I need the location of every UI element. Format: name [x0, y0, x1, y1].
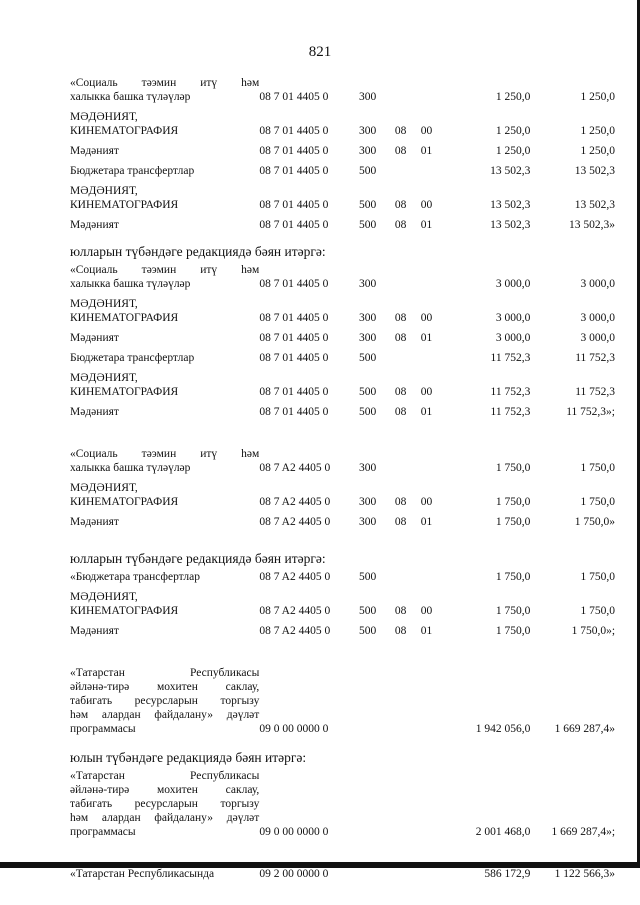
row-code: 08 7 01 4405 0 — [259, 386, 329, 398]
row-amount-2: 1 250,0 — [580, 125, 616, 137]
row-code: 08 7 01 4405 0 — [259, 165, 329, 177]
row-name — [70, 351, 259, 365]
table-row — [70, 447, 615, 475]
row-code: 09 2 00 0000 0 — [259, 868, 329, 880]
row-name — [70, 371, 259, 399]
row-amount-1: 13 502,3 — [490, 165, 531, 177]
row-name-line: Мәдәният — [70, 516, 119, 528]
table-row — [70, 590, 615, 618]
row-name-line: «Социаль тәэмин итү һәм — [70, 264, 260, 276]
scan-border-bottom — [0, 862, 640, 868]
row-subsection: 00 — [420, 125, 433, 137]
row-section: 08 — [394, 125, 407, 137]
instruction-heading: юлларын түбәндәге редакциядә бәян итәргә: — [70, 244, 326, 259]
table-row — [70, 769, 615, 839]
row-amount-2: 1 669 287,4» — [554, 723, 616, 735]
row-subsection: 00 — [420, 605, 433, 617]
row-name-line: табигать ресурсларын торгызу — [70, 798, 260, 810]
row-subsection: 00 — [420, 199, 433, 211]
row-amount-2: 11 752,3 — [575, 352, 616, 364]
row-amount-1: 1 750,0 — [495, 605, 531, 617]
row-expense-type: 500 — [358, 352, 377, 364]
row-name-line: КИНЕМАТОГРАФИЯ — [70, 199, 179, 211]
table-row — [70, 371, 615, 399]
row-expense-type: 500 — [358, 625, 377, 637]
row-code: 08 7 01 4405 0 — [259, 145, 329, 157]
row-name-line: халыкка башка түләүләр — [70, 462, 191, 474]
document-body — [70, 76, 615, 887]
row-expense-type: 300 — [358, 278, 377, 290]
row-amount-2: 13 502,3 — [574, 199, 616, 211]
row-code: 08 7 A2 4405 0 — [259, 625, 331, 637]
row-section: 08 — [394, 219, 407, 231]
table-row — [70, 624, 615, 638]
row-name-line: КИНЕМАТОГРАФИЯ — [70, 386, 179, 398]
row-amount-1: 3 000,0 — [495, 312, 531, 324]
row-amount-2: 13 502,3 — [574, 165, 616, 177]
table-row — [70, 76, 615, 104]
row-amount-2: 1 750,0 — [580, 496, 616, 508]
row-name-line: «Социаль тәэмин итү һәм — [70, 77, 260, 89]
row-name-line: МӘДӘНИЯТ, — [70, 185, 138, 197]
row-code: 08 7 01 4405 0 — [259, 332, 329, 344]
page-number: 821 — [308, 44, 332, 60]
row-name-line: Мәдәният — [70, 145, 119, 157]
row-code: 08 7 A2 4405 0 — [259, 516, 331, 528]
row-amount-1: 11 752,3 — [490, 386, 531, 398]
row-amount-1: 1 250,0 — [495, 145, 531, 157]
row-amount-2: 1 750,0 — [580, 571, 616, 583]
row-amount-1: 11 752,3 — [490, 352, 531, 364]
row-amount-1: 1 750,0 — [495, 571, 531, 583]
row-code: 08 7 01 4405 0 — [259, 312, 329, 324]
row-name — [70, 76, 259, 104]
row-name-line: әйләнә-тирә мохитен саклау, — [70, 681, 260, 693]
row-expense-type: 500 — [358, 571, 377, 583]
row-amount-2: 1 250,0 — [580, 145, 616, 157]
table-block — [70, 76, 615, 232]
row-amount-1: 1 750,0 — [495, 462, 531, 474]
row-expense-type: 300 — [358, 332, 377, 344]
table-row — [70, 515, 615, 529]
row-subsection: 00 — [420, 386, 433, 398]
row-amount-1: 1 942 056,0 — [475, 723, 531, 735]
row-name — [70, 447, 259, 475]
row-name — [70, 184, 259, 212]
table-row — [70, 110, 615, 138]
instruction-heading: юлларын түбәндәге редакциядә бәян итәргә: — [70, 551, 326, 566]
row-name-line: халыкка башка түләүләр — [70, 278, 191, 290]
row-name-line: халыкка башка түләүләр — [70, 91, 191, 103]
table-block — [70, 666, 615, 736]
row-name — [70, 515, 259, 529]
row-subsection: 01 — [420, 625, 433, 637]
row-name — [70, 666, 259, 736]
row-amount-1: 586 172,9 — [484, 868, 531, 880]
row-name-line: әйләнә-тирә мохитен саклау, — [70, 784, 260, 796]
row-section: 08 — [394, 605, 407, 617]
row-subsection: 01 — [420, 516, 433, 528]
row-expense-type: 500 — [358, 386, 377, 398]
row-name-line: МӘДӘНИЯТ, — [70, 111, 138, 123]
row-amount-2: 3 000,0 — [580, 332, 616, 344]
table-row — [70, 164, 615, 178]
row-amount-1: 13 502,3 — [490, 219, 531, 231]
row-amount-2: 1 669 287,4»; — [551, 826, 616, 838]
row-name-line: КИНЕМАТОГРАФИЯ — [70, 605, 179, 617]
row-code: 08 7 01 4405 0 — [259, 219, 329, 231]
row-subsection: 01 — [420, 145, 433, 157]
row-name-line: «Бюджетара трансфертлар — [70, 571, 201, 583]
row-section: 08 — [394, 625, 407, 637]
row-section: 08 — [394, 496, 407, 508]
row-name — [70, 481, 259, 509]
row-name-line: Мәдәният — [70, 332, 119, 344]
row-amount-2: 3 000,0 — [580, 278, 616, 290]
row-name — [70, 769, 259, 839]
table-row — [70, 570, 615, 584]
row-name — [70, 110, 259, 138]
row-name-line: Бюджетара трансфертлар — [70, 352, 195, 364]
row-amount-1: 1 250,0 — [495, 125, 531, 137]
row-name — [70, 144, 259, 158]
row-name — [70, 218, 259, 232]
row-subsection: 01 — [420, 219, 433, 231]
row-code: 08 7 A2 4405 0 — [259, 462, 331, 474]
row-expense-type: 500 — [358, 605, 377, 617]
table-row — [70, 867, 615, 881]
row-name — [70, 164, 259, 178]
row-code: 08 7 01 4405 0 — [259, 125, 329, 137]
row-amount-2: 1 750,0 — [580, 462, 616, 474]
row-name-line: «Татарстан Республикасы — [70, 770, 260, 782]
row-name-line: табигать ресурсларын торгызу — [70, 695, 260, 707]
row-expense-type: 300 — [358, 312, 377, 324]
row-name-line: Бюджетара трансфертлар — [70, 165, 195, 177]
row-code: 08 7 01 4405 0 — [259, 352, 329, 364]
row-amount-2: 3 000,0 — [580, 312, 616, 324]
row-code: 09 0 00 0000 0 — [259, 723, 329, 735]
row-expense-type: 300 — [358, 462, 377, 474]
row-name-line: «Татарстан Республикасында — [70, 868, 215, 880]
row-amount-1: 13 502,3 — [490, 199, 531, 211]
row-name-line: МӘДӘНИЯТ, — [70, 591, 138, 603]
row-expense-type: 500 — [358, 199, 377, 211]
row-amount-1: 1 750,0 — [495, 496, 531, 508]
row-amount-1: 3 000,0 — [495, 278, 531, 290]
row-name-line: МӘДӘНИЯТ, — [70, 372, 138, 384]
table-row — [70, 351, 615, 365]
row-amount-1: 3 000,0 — [495, 332, 531, 344]
table-row — [70, 144, 615, 158]
row-amount-1: 1 750,0 — [495, 625, 531, 637]
row-code: 08 7 A2 4405 0 — [259, 496, 331, 508]
table-row — [70, 184, 615, 212]
table-row — [70, 405, 615, 419]
row-expense-type: 300 — [358, 516, 377, 528]
row-name-line: Мәдәният — [70, 406, 119, 418]
row-section: 08 — [394, 406, 407, 418]
row-amount-2: 1 122 566,3» — [554, 868, 616, 880]
row-name-line: программасы — [70, 826, 136, 838]
row-expense-type: 300 — [358, 145, 377, 157]
table-block — [70, 867, 615, 881]
row-section: 08 — [394, 199, 407, 211]
row-name-line: Мәдәният — [70, 625, 119, 637]
row-subsection: 00 — [420, 312, 433, 324]
row-name-line: һәм алардан файдалану» дәүләт — [70, 709, 260, 721]
row-name-line: КИНЕМАТОГРАФИЯ — [70, 125, 179, 137]
row-name-line: МӘДӘНИЯТ, — [70, 482, 138, 494]
row-code: 08 7 01 4405 0 — [259, 278, 329, 290]
row-amount-2: 1 750,0»; — [571, 625, 616, 637]
row-amount-1: 2 001 468,0 — [475, 826, 531, 838]
row-expense-type: 500 — [358, 219, 377, 231]
spacer — [70, 644, 615, 666]
row-amount-2: 13 502,3» — [569, 219, 616, 231]
row-code: 08 7 01 4405 0 — [259, 199, 329, 211]
table-row — [70, 666, 615, 736]
row-name-line: программасы — [70, 723, 136, 735]
row-name — [70, 263, 259, 291]
row-subsection: 00 — [420, 496, 433, 508]
row-name-line: «Социаль тәэмин итү һәм — [70, 448, 260, 460]
row-name — [70, 331, 259, 345]
row-name-line: «Татарстан Республикасы — [70, 667, 260, 679]
row-code: 08 7 A2 4405 0 — [259, 571, 331, 583]
row-name-line: Мәдәният — [70, 219, 119, 231]
row-amount-1: 1 750,0 — [495, 516, 531, 528]
row-section: 08 — [394, 516, 407, 528]
row-amount-1: 1 250,0 — [495, 91, 531, 103]
row-amount-2: 1 750,0 — [580, 605, 616, 617]
instruction-heading: юлын түбәндәге редакциядә бәян итәргә: — [70, 750, 307, 765]
row-amount-2: 1 250,0 — [580, 91, 616, 103]
table-block — [70, 570, 615, 638]
table-block — [70, 769, 615, 839]
row-amount-1: 11 752,3 — [490, 406, 531, 418]
row-code: 08 7 01 4405 0 — [259, 406, 329, 418]
row-name-line: КИНЕМАТОГРАФИЯ — [70, 496, 179, 508]
row-expense-type: 300 — [358, 125, 377, 137]
row-name — [70, 405, 259, 419]
row-name-line: МӘДӘНИЯТ, — [70, 298, 138, 310]
row-expense-type: 300 — [358, 496, 377, 508]
table-block — [70, 263, 615, 419]
row-subsection: 01 — [420, 332, 433, 344]
row-name — [70, 570, 259, 584]
row-name-line: һәм алардан файдалану» дәүләт — [70, 812, 260, 824]
row-expense-type: 500 — [358, 165, 377, 177]
table-row — [70, 331, 615, 345]
row-name — [70, 867, 259, 881]
row-name — [70, 297, 259, 325]
row-subsection: 01 — [420, 406, 433, 418]
table-block — [70, 447, 615, 529]
table-row — [70, 481, 615, 509]
row-expense-type: 500 — [358, 406, 377, 418]
table-row — [70, 218, 615, 232]
row-section: 08 — [394, 332, 407, 344]
spacer — [70, 425, 615, 447]
row-amount-2: 1 750,0» — [574, 516, 616, 528]
row-code: 09 0 00 0000 0 — [259, 826, 329, 838]
row-name — [70, 624, 259, 638]
row-name-line: КИНЕМАТОГРАФИЯ — [70, 312, 179, 324]
row-section: 08 — [394, 386, 407, 398]
row-amount-2: 11 752,3 — [575, 386, 616, 398]
row-section: 08 — [394, 145, 407, 157]
row-code: 08 7 01 4405 0 — [259, 91, 329, 103]
row-name — [70, 590, 259, 618]
table-row — [70, 263, 615, 291]
row-section: 08 — [394, 312, 407, 324]
row-expense-type: 300 — [358, 91, 377, 103]
row-code: 08 7 A2 4405 0 — [259, 605, 331, 617]
row-amount-2: 11 752,3»; — [566, 406, 616, 418]
table-row — [70, 297, 615, 325]
